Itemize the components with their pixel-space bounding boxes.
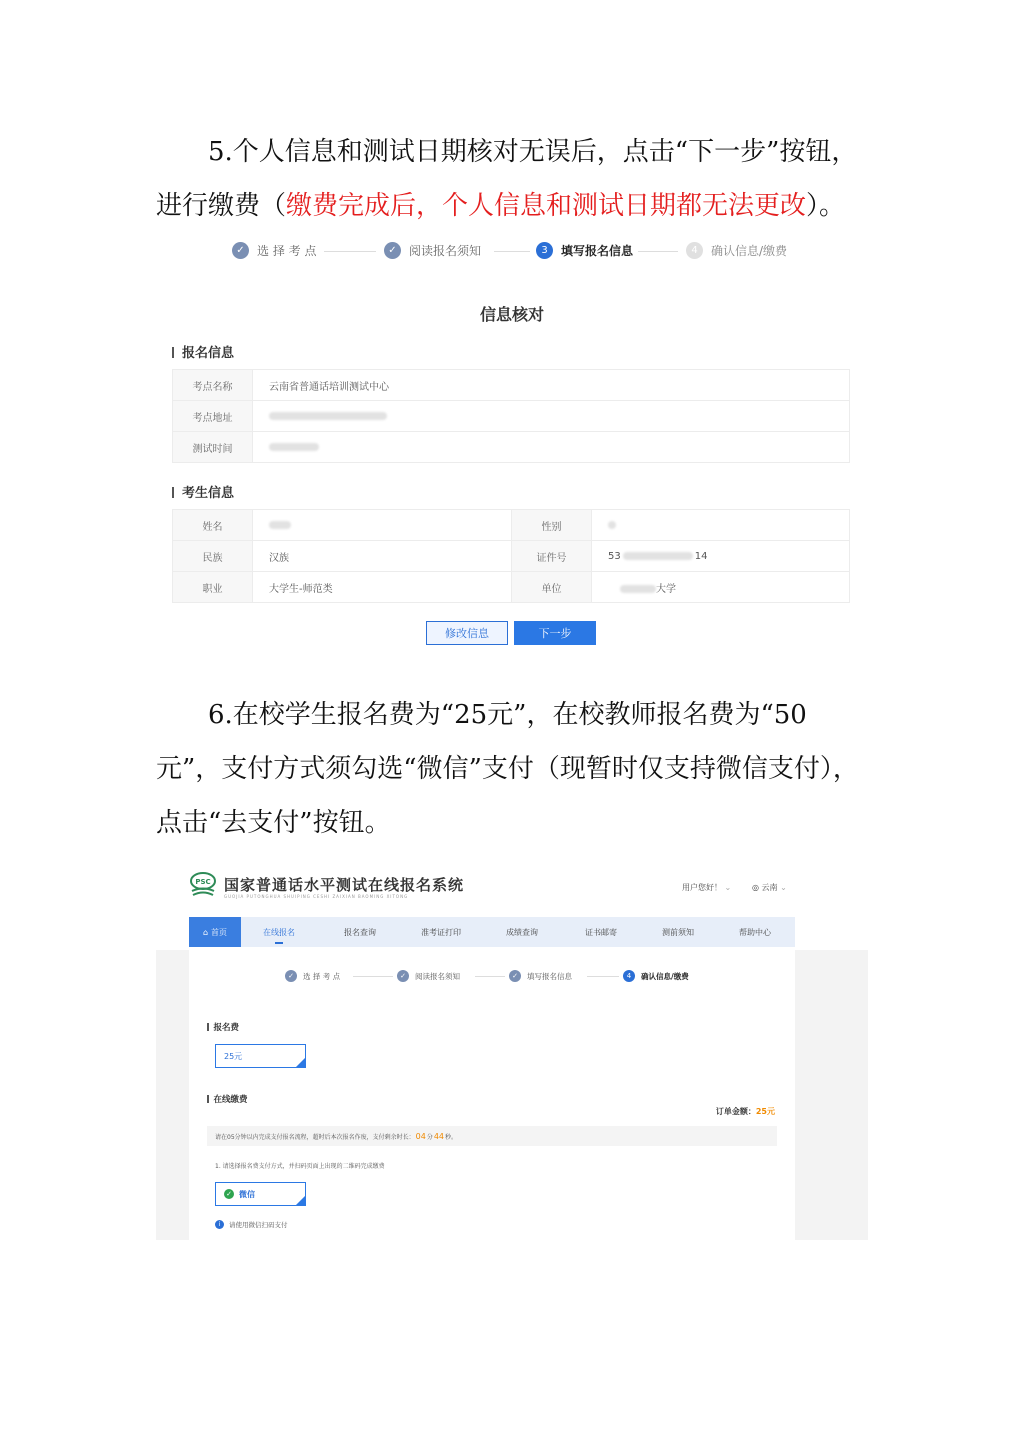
system-title: 国家普通话水平测试在线报名系统 — [224, 876, 465, 894]
step-number-3: 3 — [536, 242, 553, 259]
para5-end: ）。 — [806, 191, 846, 221]
para5-warning: 缴费完成后，个人信息和测试日期都无法更改 — [286, 191, 807, 221]
table-row: 测试时间 — [173, 432, 850, 463]
wechat-hint: i 请使用微信扫码支付 — [215, 1220, 288, 1229]
location-icon: ◎ — [752, 883, 759, 892]
payment-panel — [189, 950, 795, 1240]
table-row: 考点地址 — [173, 401, 850, 432]
svg-text:PSC: PSC — [195, 878, 211, 886]
user-greeting[interactable]: 用户您好！ ⌄ — [682, 883, 732, 892]
nav-pretest-notice[interactable]: 测前须知 — [662, 927, 694, 937]
step-divider — [353, 976, 393, 977]
fee-option-25[interactable]: 25元 — [215, 1044, 306, 1068]
chevron-down-icon: ⌄ — [724, 883, 732, 892]
candidate-info-table — [172, 509, 850, 603]
payment-screenshot — [156, 862, 868, 1240]
step-fill-info: ✓ 填写报名信息 — [509, 970, 572, 982]
nav-help-center[interactable]: 帮助中心 — [739, 927, 771, 937]
redacted-time — [269, 443, 319, 451]
section-online-payment: 在线缴费 — [207, 1093, 248, 1105]
table-row: 考点名称 云南省普通话培训测试中心 — [173, 370, 850, 401]
table-row: 姓名 性别 — [173, 510, 850, 541]
table-row: 民族 汉族 证件号 53 14 — [173, 541, 850, 572]
check-icon: ✓ — [232, 242, 249, 259]
step-fill-info: 3 填写报名信息 — [536, 242, 633, 259]
region-selector[interactable]: ◎ 云南 ⌄ — [752, 883, 787, 892]
section-candidate-info: 考生信息 — [172, 482, 234, 501]
chevron-down-icon: ⌄ — [780, 883, 787, 892]
section-fee: 报名费 — [207, 1021, 239, 1033]
edit-info-button[interactable]: 修改信息 — [426, 621, 508, 645]
psc-logo-icon — [188, 870, 218, 900]
step-read-notice: ✓ 阅读报名须知 — [397, 970, 460, 982]
next-step-button[interactable]: 下一步 — [514, 621, 596, 645]
nav-certificate-mail[interactable]: 证书邮寄 — [585, 927, 617, 937]
step-confirm-pay: 4 确认信息/缴费 — [686, 242, 787, 259]
wechat-check-icon: ✓ — [224, 1189, 234, 1199]
check-icon: ✓ — [285, 970, 297, 982]
section-registration-info: 报名信息 — [172, 342, 234, 361]
redacted-gender — [608, 521, 616, 529]
para6-text: 6.在校学生报名费为“25元”，在校教师报名费为“50元”，支付方式须勾选“微信”支付（现暂时仅支持微信支付），点击“去支付”按钮。 — [156, 700, 859, 838]
order-amount: 订单金额：25元 — [715, 1107, 775, 1116]
home-icon: ⌂ — [202, 927, 209, 937]
payment-panel-bg — [156, 950, 868, 1240]
check-icon: ✓ — [397, 970, 409, 982]
step-select-center: ✓ 选 择 考 点 — [232, 242, 316, 259]
redacted-unit — [620, 585, 656, 593]
step-read-notice: ✓ 阅读报名须知 — [384, 242, 481, 259]
redacted-address — [269, 412, 387, 420]
step-divider — [587, 976, 619, 977]
step-divider — [638, 251, 678, 252]
step-select-center: ✓ 选 择 考 点 — [285, 970, 340, 982]
instruction-paragraph-5 — [156, 125, 872, 233]
payment-instruction: 1. 请选择报名费支付方式，并扫码页面上出现的二维码完成缴费 — [215, 1163, 385, 1170]
step-number-4: 4 — [686, 242, 703, 259]
nav-admission-ticket[interactable]: 准考证打印 — [421, 927, 461, 937]
registration-info-table — [172, 369, 850, 463]
instruction-paragraph-6 — [156, 688, 872, 850]
system-subtitle: GUOJIA PUTONGHUA SHUIPING CESHI ZAIXIAN BAOMING XITONG — [224, 894, 409, 899]
main-nav — [189, 917, 795, 947]
verify-title: 信息核对 — [479, 305, 544, 324]
check-icon: ✓ — [384, 242, 401, 259]
payment-timer-notice: 请在05分钟以内完成支付报名流程，超时后本次报名作废，支付剩余时长： 04 分 44 秒。 — [207, 1126, 777, 1146]
check-icon: ✓ — [509, 970, 521, 982]
redacted-name — [269, 521, 291, 529]
para5-text: 5.个人信息和测试日期核对无误后，点击“下一步”按钮，进行缴费（ — [156, 137, 858, 221]
step-divider — [475, 976, 505, 977]
table-row: 职业 大学生-师范类 单位 大学 — [173, 572, 850, 603]
step-divider — [324, 251, 376, 252]
info-icon: i — [215, 1220, 224, 1229]
timer-minutes: 04 — [415, 1131, 426, 1141]
timer-seconds: 44 — [433, 1131, 445, 1141]
wechat-pay-option[interactable]: ✓ 微信 — [215, 1182, 306, 1206]
step-confirm-pay: 4 确认信息/缴费 — [623, 970, 689, 982]
nav-home[interactable]: ⌂ 首页 — [189, 917, 241, 947]
redacted-id — [623, 552, 693, 560]
step-number-4: 4 — [623, 970, 635, 982]
nav-score-query[interactable]: 成绩查询 — [506, 927, 538, 937]
nav-registration-query[interactable]: 报名查询 — [344, 927, 376, 937]
step-divider — [494, 251, 530, 252]
nav-online-registration[interactable]: 在线报名 — [263, 917, 295, 947]
progress-steps-top — [232, 242, 792, 264]
